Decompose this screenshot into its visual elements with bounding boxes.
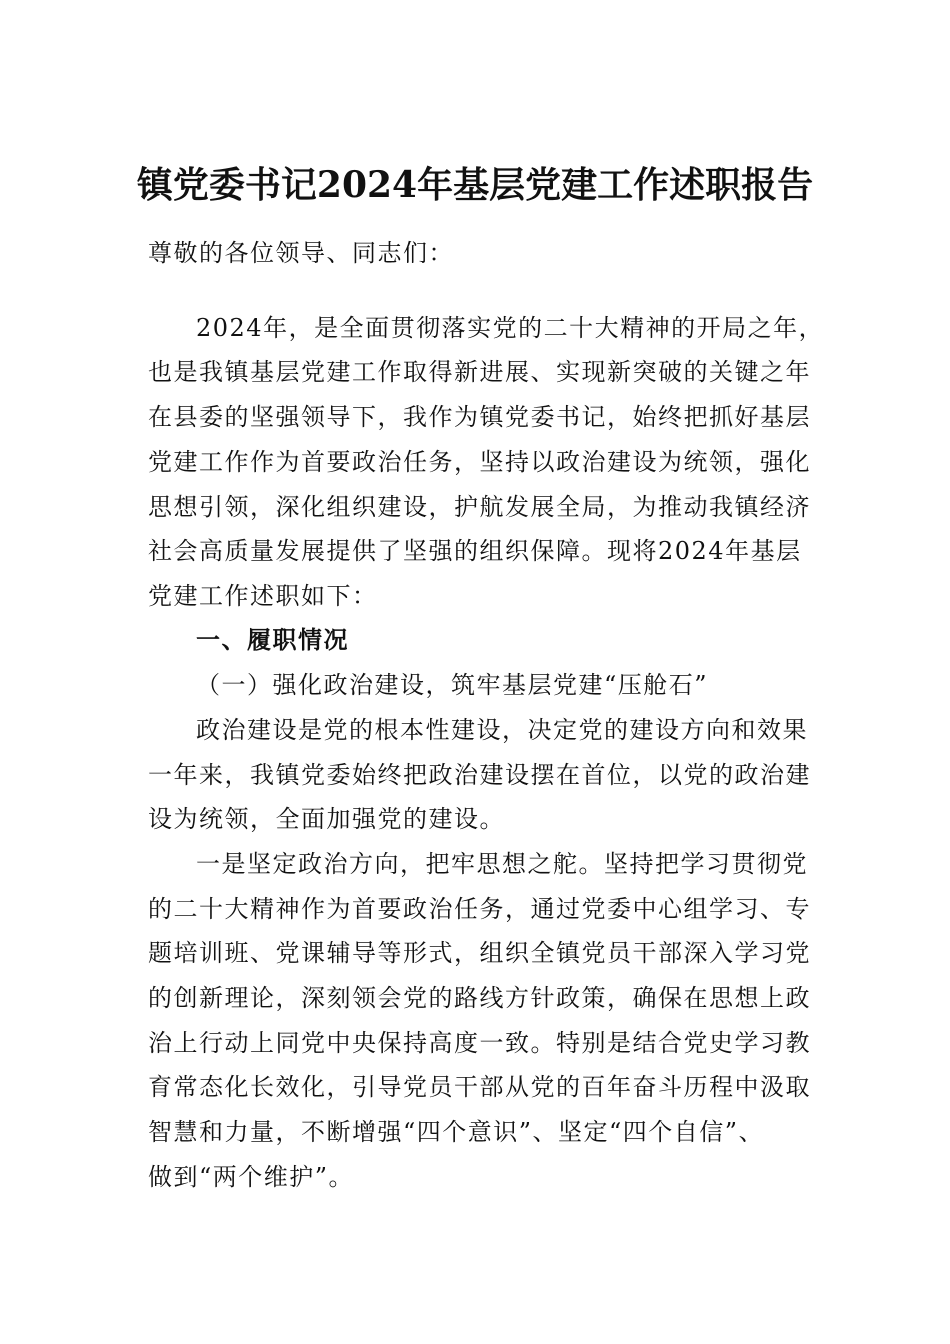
intro-line: 党建工作作为首要政治任务，坚持以政治建设为统领，强化 <box>148 448 811 476</box>
intro-line: 党建工作述职如下： <box>148 582 378 610</box>
section-heading: 一、履职情况 <box>196 626 349 654</box>
paragraph-line: 的二十大精神作为首要政治任务，通过党委中心组学习、专 <box>148 895 811 923</box>
intro-line: 社会高质量发展提供了坚强的组织保障。现将2024年基层 <box>148 537 802 565</box>
paragraph-line: 智慧和力量，不断增强“四个意识”、坚定“四个自信”、 <box>148 1118 765 1146</box>
intro-line: 2024年，是全面贯彻落实党的二十大精神的开局之年， <box>196 314 825 342</box>
paragraph-line: 政治建设是党的根本性建设，决定党的建设方向和效果 <box>196 716 808 744</box>
paragraph-line: 治上行动上同党中央保持高度一致。特别是结合党史学习教 <box>148 1029 811 1057</box>
salutation: 尊敬的各位领导、同志们： <box>148 239 454 267</box>
paragraph-line: 育常态化长效化，引导党员干部从党的百年奋斗历程中汲取 <box>148 1073 811 1101</box>
intro-line: 在县委的坚强领导下，我作为镇党委书记，始终把抓好基层 <box>148 403 811 431</box>
intro-line: 也是我镇基层党建工作取得新进展、实现新突破的关键之年 <box>148 358 811 386</box>
paragraph-line: 的创新理论，深刻领会党的路线方针政策，确保在思想上政 <box>148 984 811 1012</box>
intro-line: 思想引领，深化组织建设，护航发展全局，为推动我镇经济 <box>148 493 811 521</box>
paragraph-line: 一年来，我镇党委始终把政治建设摆在首位，以党的政治建 <box>148 761 811 789</box>
paragraph-line: 题培训班、党课辅导等形式，组织全镇党员干部深入学习党 <box>148 939 811 967</box>
paragraph-line: 设为统领，全面加强党的建设。 <box>148 805 505 833</box>
paragraph-line: 一是坚定政治方向，把牢思想之舵。坚持把学习贯彻党 <box>196 850 808 878</box>
paragraph-line: 做到“两个维护”。 <box>148 1163 355 1191</box>
document-title: 镇党委书记2024年基层党建工作述职报告 <box>136 164 814 206</box>
subsection-heading: （一）强化政治建设，筑牢基层党建“压舱石” <box>196 671 709 699</box>
